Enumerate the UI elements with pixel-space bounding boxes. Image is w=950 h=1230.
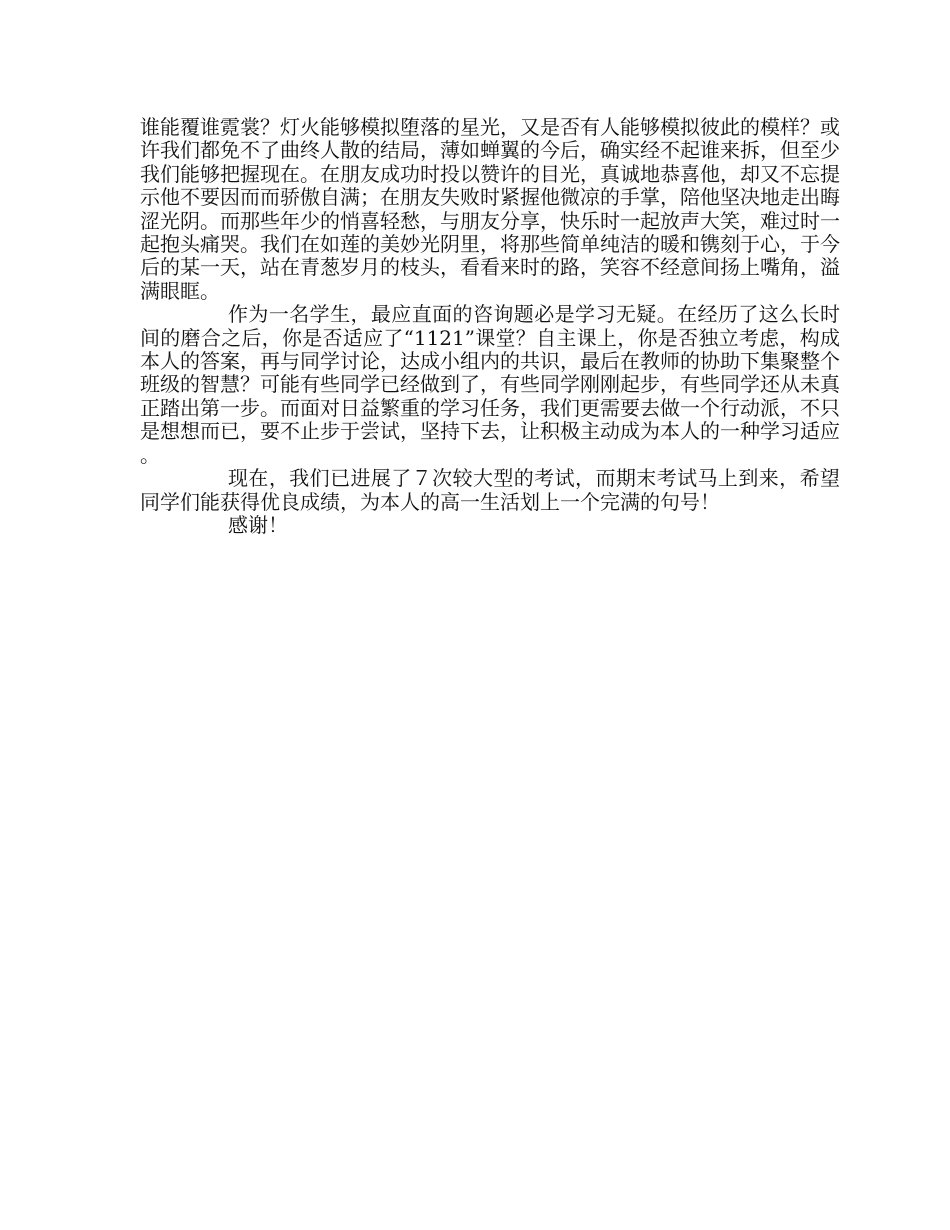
- paragraph-2: 作为一名学生，最应直面的咨询题必是学习无疑。在经历了这么长时间的磨合之后，你是否适应了“1121”课堂？自主课上，你是否独立考虑，构成本人的答案，再与同学讨论，达成小组内的共识，最后在教师的协助下集聚整个班级的智慧？可能有些同学已经做到了，有些同学刚刚起步，有些同学还从未真正踏出第一步。而面对日益繁重的学习任务，我们更需要去做一个行动派，不只是想想而已，要不止步于尝试，坚持下去，让积极主动成为本人的一种学习适应。: [140, 302, 840, 467]
- document-body: [140, 116, 840, 537]
- paragraph-3: 现在，我们已进展了７次较大型的考试，而期末考试马上到来，希望同学们能获得优良成绩，为本人的高一生活划上一个完满的句号！: [140, 466, 840, 514]
- closing-thanks: 感谢！: [228, 512, 288, 537]
- paragraph-1: 谁能覆谁霓裳？灯火能够模拟堕落的星光，又是否有人能够模拟彼此的模样？或许我们都免不了曲终人散的结局，薄如蝉翼的今后，确实经不起谁来拆，但至少我们能够把握现在。在朋友成功时投以赞许的目光，真诚地恭喜他，却又不忘提示他不要因而而骄傲自满；在朋友失败时紧握他微凉的手掌，陪他坚决地走出晦涩光阴。而那些年少的悄喜轻愁，与朋友分享，快乐时一起放声大笑，难过时一起抱头痛哭。我们在如莲的美妙光阴里，将那些简单纯洁的暖和镌刻于心，于今后的某一天，站在青葱岁月的枝头，看看来时的路，笑容不经意间扬上嘴角，溢满眼眶。: [140, 115, 840, 303]
